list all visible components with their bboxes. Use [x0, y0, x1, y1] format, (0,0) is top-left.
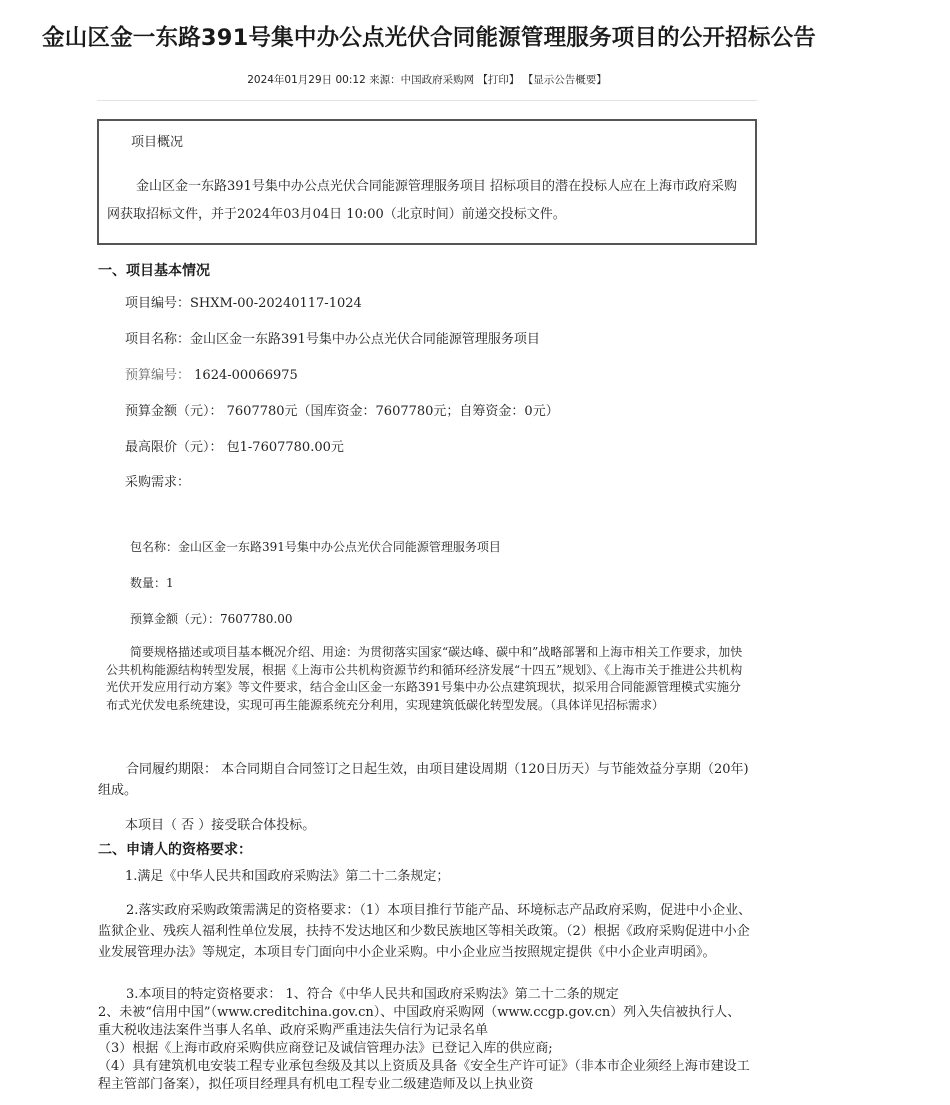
qualification-item-3-line-1: 3.本项目的特定资格要求： 1、符合《中华人民共和国政府采购法》第二十二条的规定	[126, 987, 619, 1002]
section2-heading: 二、申请人的资格要求：	[98, 842, 252, 858]
summary-body: 金山区金一东路391号集中办公点光伏合同能源管理服务项目 招标项目的潜在投标人应在上海市政府采购网获取招标文件，并于2024年03月04日 10:00（北京时间）前递交投标文件。	[107, 179, 737, 222]
max-price: 最高限价（元）： 包1-7607780.00元	[125, 440, 344, 455]
publish-datetime: 2024年01月29日 00:12	[247, 74, 366, 86]
source-name: 中国政府采购网	[400, 74, 475, 86]
page-title: 金山区金一东路391号集中办公点光伏合同能源管理服务项目的公开招标公告	[42, 25, 816, 51]
qualification-item-3-line-3: （3）根据《上海市政府采购供应商登记及诚信管理办法》已登记入库的供应商;	[98, 1041, 553, 1056]
spec-description: 简要规格描述或项目基本概况介绍、用途：为贯彻落实国家“碳达峰、碳中和”战略部署和上海市相关工作要求，加快公共机构能源结构转型发展，根据《上海市公共机构资源节约和循环经济发展“十四五”规划》、《上海市关于推进公共机构光伏开发应用行动方案》等文件要求，结合金山区金一东路391号集中办公点建筑现状，拟采用合同能源管理模式实施分布式光伏发电系统建设，实现可再生能源系统充分利用，实现建筑低碳化转型发展。（具体详见招标需求）	[106, 645, 743, 712]
qualification-item-1: 1.满足《中华人民共和国政府采购法》第二十二条规定；	[125, 869, 450, 884]
contract-period: 合同履约期限： 本合同期自合同签订之日起生效，由项目建设周期（120日历天）与节能效益分享期（20年)组成。	[98, 762, 749, 798]
summary-heading: 项目概况	[131, 135, 184, 150]
package-quantity: 数量：1	[130, 576, 174, 590]
header-divider	[97, 100, 757, 101]
project-summary-box	[97, 119, 757, 245]
project-number: 项目编号：SHXM-00-20240117-1024	[125, 296, 362, 311]
procurement-demand: 采购需求：	[125, 475, 191, 490]
project-name: 项目名称：金山区金一东路391号集中办公点光伏合同能源管理服务项目	[125, 332, 540, 347]
print-link[interactable]: 【打印】	[477, 74, 520, 86]
source-label: 来源：	[369, 74, 401, 86]
consortium-bidding: 本项目（ 否 ）接受联合体投标。	[125, 818, 316, 833]
article-meta	[97, 72, 757, 87]
budget-number-value: 1624-00066975	[194, 368, 298, 383]
budget-number	[125, 364, 298, 383]
qualification-item-2: 2.落实政府采购政策需满足的资格要求：（1）本项目推行节能产品、环境标志产品政府采购，促进中小企业、监狱企业、残疾人福利性单位发展，扶持不发达地区和少数民族地区等相关政策。（2）根据《政府采购促进中小企业发展管理办法》等规定，本项目专门面向中小企业采购。中小企业应当按照规定提供《中小企业声明函》。	[98, 903, 752, 960]
budget-amount: 预算金额（元）： 7607780元（国库资金：7607780元；自筹资金：0元）	[125, 404, 559, 419]
package-budget: 预算金额（元）：7607780.00	[130, 612, 293, 626]
section1-heading: 一、项目基本情况	[98, 263, 210, 279]
qualification-item-3	[98, 986, 753, 1094]
qualification-item-3-line-2: 2、未被“信用中国”（www.creditchina.gov.cn）、中国政府采购网（www.ccgp.gov.cn）列入失信被执行人、重大税收违法案件当事人名单、政府采购严重违法失信行为记录名单	[98, 1005, 741, 1038]
package-name: 包名称：金山区金一东路391号集中办公点光伏合同能源管理服务项目	[130, 540, 501, 554]
show-summary-link[interactable]: 【显示公告概要】	[522, 74, 607, 86]
qualification-item-3-line-4: （4）具有建筑机电安装工程专业承包叁级及其以上资质及具备《安全生产许可证》（非本市企业须经上海市建设工程主管部门备案），拟任项目经理具有机电工程专业二级建造师及以上执业资	[98, 1059, 750, 1092]
budget-number-label: 预算编号：	[125, 368, 191, 383]
